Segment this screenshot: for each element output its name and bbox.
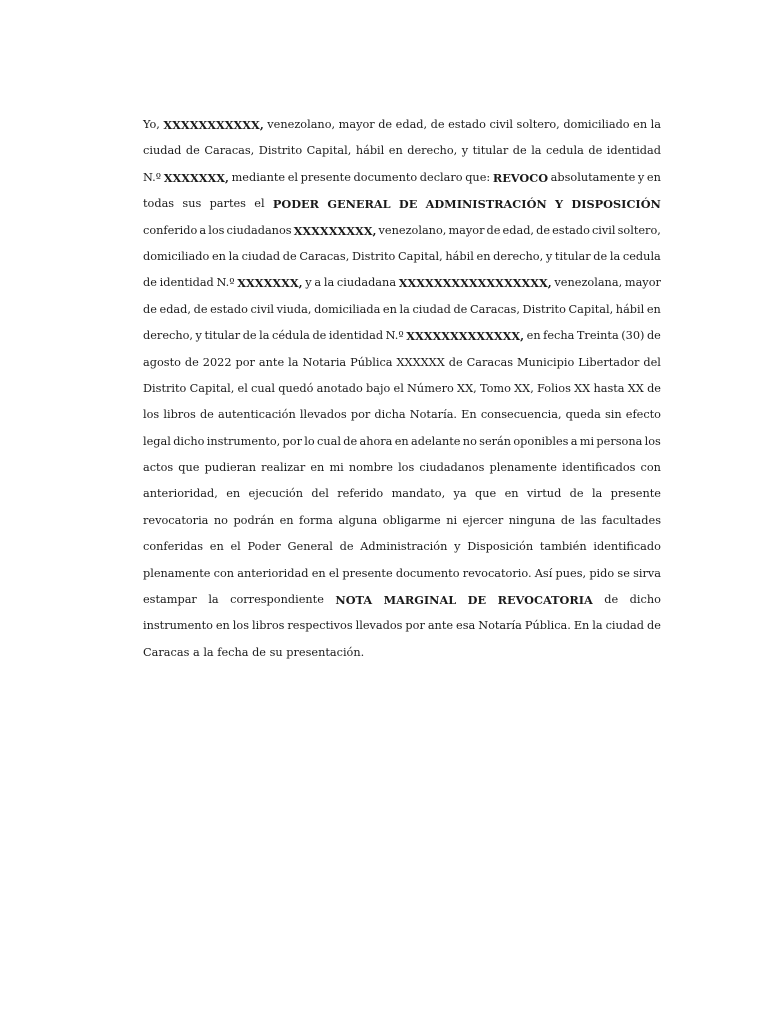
text-line-19: estampar la correspondiente NOTA MARGINAL DE REVOCATORIA de dicho [143, 587, 661, 613]
text-line-20: instrumento en los libros respectivos llevados por ante esa Notaría Pública. En la ciudad de [143, 619, 661, 633]
citizen-name-placeholder: XXXXXXXXX, [293, 223, 377, 238]
marginal-note-word: MARGINAL [383, 593, 457, 608]
revoco-keyword: REVOCO [492, 170, 549, 185]
text-line-1: Yo, XXXXXXXXXXX, venezolano, mayor de edad, de estado civil soltero, domiciliado en la [143, 112, 661, 138]
text-line-2: ciudad de Caracas, Distrito Capital, hábil en derecho, y titular de la cedula de identidad [143, 144, 661, 158]
power-title-word: DE [398, 197, 418, 212]
text-line-12: los libros de autenticación llevados por dicha Notaría. En consecuencia, queda sin efecto [143, 408, 661, 422]
id-number-placeholder: XXXXXXXXXXXXX, [406, 329, 525, 344]
text-line-15: anterioridad, en ejecución del referido mandato, ya que en virtud de la presente [143, 487, 661, 501]
power-title-word: DISPOSICIÓN [571, 197, 661, 212]
text-line-9: derecho, y titular de la cédula de identidad N.º XXXXXXXXXXXXX, en fecha Treinta (30) de [143, 323, 661, 349]
power-title-word: ADMINISTRACIÓN [425, 197, 547, 212]
marginal-note-word: NOTA [335, 593, 373, 608]
power-title-word: PODER [272, 197, 320, 212]
text-line-8: de edad, de estado civil viuda, domiciliada en la ciudad de Caracas, Distrito Capital, hábil en [143, 302, 661, 316]
power-title-word: Y [555, 197, 564, 212]
grantor-name-placeholder: XXXXXXXXXXX, [163, 118, 264, 132]
id-number-placeholder: XXXXXXX, [163, 170, 229, 185]
text-line-7: de identidad N.º XXXXXXX, y a la ciudadana XXXXXXXXXXXXXXXXX, venezolana, mayor [143, 270, 661, 296]
marginal-note-word: REVOCATORIA [497, 593, 593, 608]
text-line-17: conferidas en el Poder General de Administración y Disposición también identificado [143, 540, 661, 554]
id-number-placeholder: XXXXXXX, [237, 276, 303, 291]
marginal-note-word: DE [467, 593, 487, 608]
text-line-10: agosto de 2022 por ante la Notaria Pública XXXXXX de Caracas Municipio Libertador del [143, 355, 661, 369]
text-line-11: Distrito Capital, el cual quedó anotado bajo el Número XX, Tomo XX, Folios XX hasta XX de [143, 381, 661, 395]
text-line-4: todas sus partes el PODER GENERAL DE ADMINISTRACIÓN Y DISPOSICIÓN [143, 191, 661, 217]
text-line-21: Caracas a la fecha de su presentación. [143, 645, 365, 659]
text-line-3: N.º XXXXXXX, mediante el presente documento declaro que: REVOCO absolutamente y en [143, 165, 661, 191]
text-line-6: domiciliado en la ciudad de Caracas, Distrito Capital, hábil en derecho, y titular de la cedula [143, 249, 661, 263]
revocation-paragraph [143, 112, 661, 666]
text-line-14: actos que pudieran realizar en mi nombre los ciudadanos plenamente identificados con [143, 461, 661, 475]
text-line-18: plenamente con anterioridad en el presente documento revocatorio. Así pues, pido se sirva [143, 566, 661, 580]
power-title-word: GENERAL [327, 197, 391, 212]
text-line-16: revocatoria no podrán en forma alguna obligarme ni ejercer ninguna de las facultades [143, 513, 661, 527]
text-line-5: conferido a los ciudadanos XXXXXXXXX, venezolano, mayor de edad, de estado civil soltero, [143, 218, 661, 244]
text-line-13: legal dicho instrumento, por lo cual de ahora en adelante no serán oponibles a mi persona los [143, 434, 661, 448]
citizen-name-placeholder: XXXXXXXXXXXXXXXXX, [398, 276, 552, 291]
